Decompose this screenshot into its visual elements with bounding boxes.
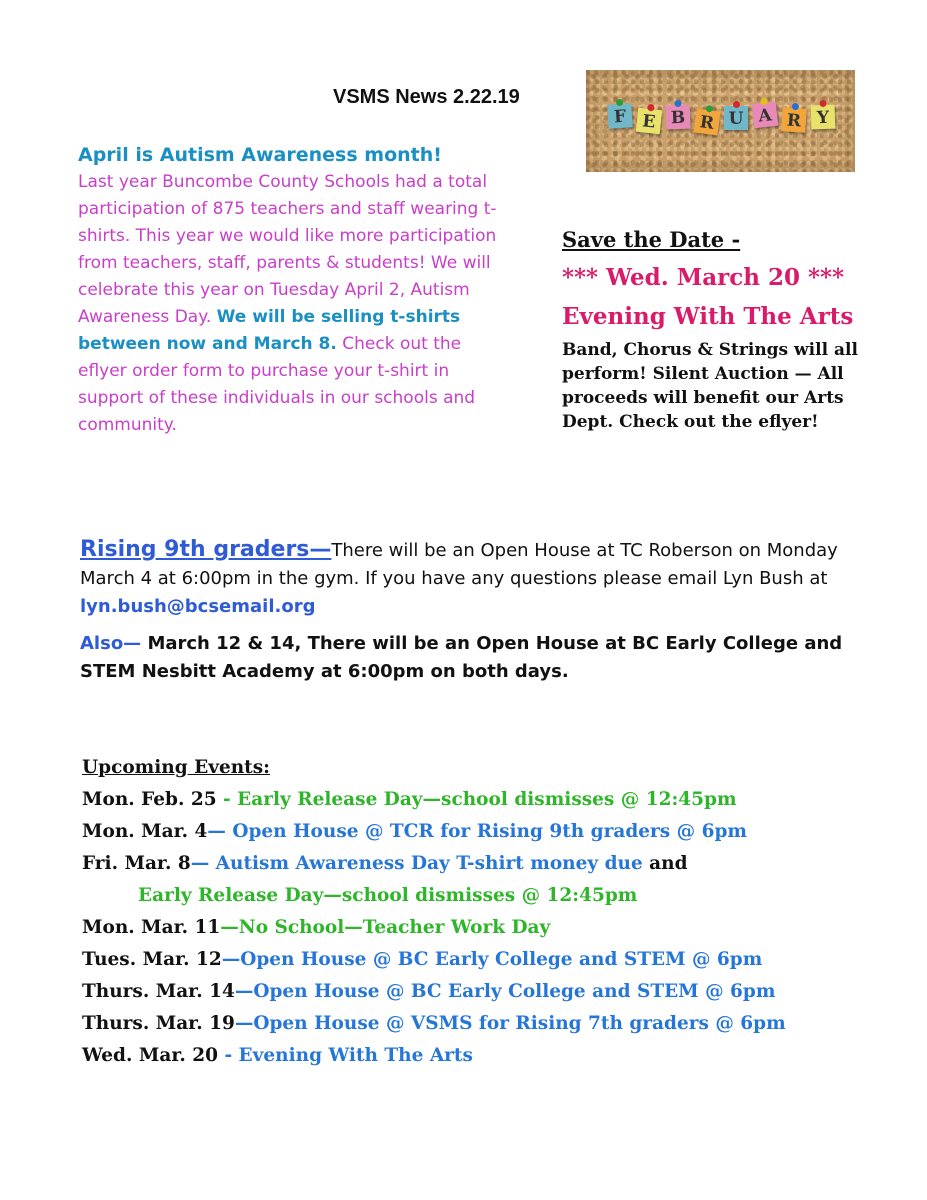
event-text: —Open House @ VSMS for Rising 7th graders @ 6pm: [234, 1013, 786, 1034]
event-text: - Evening With The Arts: [224, 1045, 473, 1066]
newsletter-title: VSMS News 2.22.19: [333, 86, 520, 108]
push-pin-icon: [760, 98, 768, 106]
push-pin-icon: [705, 105, 713, 113]
autism-tshirt-sale-text: We will be selling t-shirts between now and March 8.: [78, 307, 461, 354]
event-date: Thurs. Mar. 19: [82, 1013, 235, 1034]
event-row: [82, 912, 902, 944]
banner-letter-note: E: [636, 108, 662, 134]
banner-letter-note: B: [666, 105, 691, 130]
event-row: [82, 1040, 902, 1072]
banner-letter-note: F: [607, 103, 633, 129]
push-pin-icon: [792, 103, 799, 110]
event-date: Thurs. Mar. 14: [82, 981, 235, 1002]
banner-letter-note: R: [781, 107, 807, 133]
event-row: [82, 784, 902, 816]
also-text: March 12 & 14, There will be an Open House at BC Early College and STEM Nesbitt Academy at 6:00pm on both days.: [80, 633, 843, 682]
event-date: Wed. Mar. 20: [82, 1045, 225, 1066]
event-text: - Early Release Day—school dismisses @ 12:45pm: [223, 789, 737, 810]
event-row: [82, 1008, 902, 1040]
event-text: Early Release Day—school dismisses @ 12:45pm: [138, 885, 638, 906]
banner-letter-note: A: [752, 102, 778, 128]
event-row: [82, 944, 902, 976]
event-date: Mon. Mar. 4: [82, 821, 208, 842]
upcoming-events-heading: Upcoming Events:: [82, 757, 270, 778]
push-pin-icon: [647, 104, 655, 112]
event-row-continuation: [82, 880, 902, 912]
banner-letter-note: U: [724, 106, 748, 130]
push-pin-icon: [616, 99, 623, 106]
also-label: Also—: [80, 633, 142, 654]
upcoming-events-section: [82, 757, 902, 1072]
event-text: —No School—Teacher Work Day: [220, 917, 551, 938]
event-tail: and: [642, 853, 688, 874]
february-banner-image: [586, 70, 855, 172]
event-row: [82, 848, 902, 880]
autism-heading: April is Autism Awareness month!: [78, 144, 442, 166]
rising-9th-graders-section: [80, 536, 880, 621]
autism-body-text: Last year Buncombe County Schools had a total participation of 875 teachers and staff wearing t-shirts. This year we would like more participation from teachers, staff, parents & students! We will celebrate this year on Tuesday April 2, Autism Awareness Day.: [78, 172, 497, 327]
event-text: —Open House @ BC Early College and STEM @ 6pm: [234, 981, 776, 1002]
autism-order-form-text: Check out the eflyer order form to purchase your t-shirt in support of these individuals in our schools and community.: [78, 334, 476, 435]
push-pin-icon: [819, 100, 826, 107]
rising-heading: Rising 9th graders—: [80, 537, 332, 562]
event-row: [82, 976, 902, 1008]
email-link[interactable]: lyn.bush@bcsemail.org: [80, 596, 316, 617]
event-date: Tues. Mar. 12: [82, 949, 222, 970]
event-text: —Open House @ BC Early College and STEM @ 6pm: [221, 949, 763, 970]
event-date: Fri. Mar. 8: [82, 853, 191, 874]
rising-text: There will be an Open House at TC Roberson on Monday March 4 at 6:00pm in the gym. If you have any questions please email Lyn Bush at: [80, 540, 838, 589]
autism-awareness-section: [78, 142, 498, 439]
push-pin-icon: [674, 100, 681, 107]
event-text: — Autism Awareness Day T-shirt money due: [190, 853, 643, 874]
save-date-body: Band, Chorus & Strings will all perform! Silent Auction — All proceeds will benefit our Arts Dept. Check out the eflyer!: [562, 340, 858, 432]
also-open-house-section: [80, 630, 900, 686]
event-date: Mon. Mar. 11: [82, 917, 221, 938]
save-date-event-title: Evening With The Arts: [562, 303, 854, 330]
banner-letter-note: R: [693, 108, 720, 135]
push-pin-icon: [733, 101, 740, 108]
event-date: Mon. Feb. 25: [82, 789, 224, 810]
save-date-date: *** Wed. March 20 ***: [562, 264, 845, 291]
event-row: [82, 816, 902, 848]
event-text: — Open House @ TCR for Rising 9th graders @ 6pm: [207, 821, 747, 842]
banner-letter-note: Y: [811, 105, 836, 130]
save-date-heading: Save the Date -: [562, 227, 741, 252]
save-the-date-section: [562, 227, 862, 434]
